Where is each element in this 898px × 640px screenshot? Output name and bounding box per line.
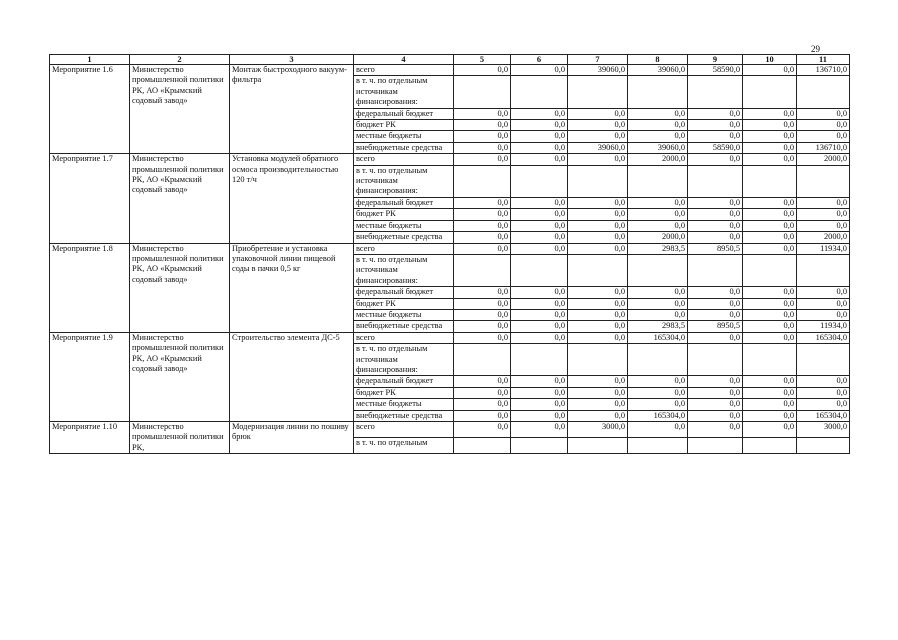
value-cell: 0,0 — [568, 376, 628, 387]
value-cell: 0,0 — [454, 120, 511, 131]
value-cell — [568, 165, 628, 197]
value-cell: 0,0 — [454, 220, 511, 231]
value-cell: 0,0 — [454, 298, 511, 309]
value-cell: 0,0 — [511, 298, 568, 309]
header-row — [50, 55, 850, 65]
value-cell — [743, 438, 797, 454]
funding-source-cell: федеральный бюджет — [354, 197, 454, 208]
value-cell — [797, 254, 850, 286]
value-cell — [568, 438, 628, 454]
value-cell: 0,0 — [797, 287, 850, 298]
funding-source-cell: в т. ч. по отдельным — [354, 438, 454, 454]
value-cell: 0,0 — [628, 422, 688, 438]
value-cell: 0,0 — [511, 321, 568, 332]
funding-source-cell: всего — [354, 154, 454, 165]
value-cell: 0,0 — [743, 142, 797, 153]
value-cell: 0,0 — [454, 243, 511, 254]
value-cell: 0,0 — [797, 108, 850, 119]
value-cell: 0,0 — [511, 120, 568, 131]
value-cell: 0,0 — [688, 332, 743, 343]
value-cell: 0,0 — [628, 220, 688, 231]
value-cell: 0,0 — [797, 131, 850, 142]
value-cell: 0,0 — [743, 321, 797, 332]
value-cell: 0,0 — [688, 309, 743, 320]
value-cell: 0,0 — [628, 399, 688, 410]
column-header: 11 — [797, 55, 850, 65]
value-cell: 0,0 — [511, 154, 568, 165]
value-cell: 0,0 — [454, 197, 511, 208]
value-cell: 0,0 — [568, 410, 628, 421]
value-cell: 0,0 — [743, 399, 797, 410]
value-cell: 0,0 — [743, 298, 797, 309]
value-cell: 0,0 — [628, 108, 688, 119]
value-cell: 0,0 — [688, 399, 743, 410]
value-cell: 0,0 — [568, 298, 628, 309]
value-cell: 0,0 — [743, 209, 797, 220]
value-cell: 39060,0 — [568, 142, 628, 153]
value-cell: 0,0 — [797, 376, 850, 387]
value-cell: 39060,0 — [568, 65, 628, 76]
value-cell: 0,0 — [743, 65, 797, 76]
value-cell: 0,0 — [568, 209, 628, 220]
value-cell — [511, 438, 568, 454]
value-cell — [688, 344, 743, 376]
funding-source-cell: внебюджетные средства — [354, 142, 454, 153]
event-cell: Мероприятие 1.10 — [50, 422, 130, 454]
column-header: 1 — [50, 55, 130, 65]
funding-source-cell: в т. ч. по отдельным источникам финансирования: — [354, 344, 454, 376]
value-cell: 0,0 — [797, 298, 850, 309]
value-cell: 136710,0 — [797, 65, 850, 76]
value-cell: 0,0 — [743, 108, 797, 119]
value-cell — [454, 438, 511, 454]
funding-source-cell: бюджет РК — [354, 120, 454, 131]
funding-source-cell: внебюджетные средства — [354, 410, 454, 421]
value-cell: 0,0 — [688, 108, 743, 119]
value-cell: 0,0 — [454, 131, 511, 142]
value-cell: 2983,5 — [628, 321, 688, 332]
value-cell — [743, 76, 797, 108]
column-header: 7 — [568, 55, 628, 65]
value-cell: 0,0 — [797, 220, 850, 231]
value-cell: 0,0 — [797, 120, 850, 131]
value-cell: 0,0 — [743, 120, 797, 131]
value-cell: 11934,0 — [797, 321, 850, 332]
value-cell: 0,0 — [568, 232, 628, 243]
description-cell: Установка модулей обратного осмоса производительностью 120 т/ч — [230, 154, 354, 243]
value-cell: 136710,0 — [797, 142, 850, 153]
value-cell: 0,0 — [688, 197, 743, 208]
value-cell: 0,0 — [454, 287, 511, 298]
value-cell: 0,0 — [511, 399, 568, 410]
funding-source-cell: бюджет РК — [354, 298, 454, 309]
value-cell: 2000,0 — [628, 232, 688, 243]
value-cell — [454, 76, 511, 108]
value-cell: 2000,0 — [628, 154, 688, 165]
value-cell — [568, 344, 628, 376]
event-cell: Мероприятие 1.6 — [50, 65, 130, 154]
event-cell: Мероприятие 1.8 — [50, 243, 130, 332]
value-cell: 0,0 — [628, 376, 688, 387]
funding-source-cell: бюджет РК — [354, 209, 454, 220]
value-cell — [797, 344, 850, 376]
value-cell — [454, 165, 511, 197]
value-cell: 0,0 — [688, 422, 743, 438]
value-cell: 0,0 — [511, 232, 568, 243]
executor-cell: Министерство промышленной политики РК, АО «Крымский содовый завод» — [130, 332, 230, 421]
value-cell — [628, 165, 688, 197]
column-header: 8 — [628, 55, 688, 65]
funding-source-cell: всего — [354, 243, 454, 254]
value-cell: 0,0 — [454, 410, 511, 421]
value-cell: 0,0 — [688, 287, 743, 298]
table-row — [50, 243, 850, 254]
value-cell — [628, 344, 688, 376]
value-cell: 0,0 — [511, 108, 568, 119]
description-cell: Строительство элемента ДС-5 — [230, 332, 354, 421]
value-cell: 39060,0 — [628, 142, 688, 153]
column-header: 10 — [743, 55, 797, 65]
value-cell — [628, 254, 688, 286]
value-cell: 0,0 — [454, 142, 511, 153]
value-cell: 0,0 — [568, 197, 628, 208]
value-cell: 58590,0 — [688, 142, 743, 153]
value-cell: 0,0 — [568, 120, 628, 131]
description-cell: Приобретение и установка упаковочной линии пищевой соды в пачки 0,5 кг — [230, 243, 354, 332]
value-cell: 0,0 — [454, 422, 511, 438]
table-row — [50, 154, 850, 165]
event-cell: Мероприятие 1.7 — [50, 154, 130, 243]
value-cell: 0,0 — [743, 309, 797, 320]
value-cell: 0,0 — [511, 410, 568, 421]
funding-source-cell: местные бюджеты — [354, 309, 454, 320]
executor-cell: Министерство промышленной политики РК, — [130, 422, 230, 454]
value-cell: 3000,0 — [568, 422, 628, 438]
value-cell: 0,0 — [511, 197, 568, 208]
value-cell: 0,0 — [454, 232, 511, 243]
value-cell: 0,0 — [454, 387, 511, 398]
value-cell — [797, 165, 850, 197]
column-header: 6 — [511, 55, 568, 65]
table-body — [50, 65, 850, 454]
value-cell: 0,0 — [688, 298, 743, 309]
value-cell: 0,0 — [743, 220, 797, 231]
value-cell: 0,0 — [628, 120, 688, 131]
budget-table — [49, 54, 850, 454]
value-cell: 2000,0 — [797, 232, 850, 243]
executor-cell: Министерство промышленной политики РК, АО «Крымский содовый завод» — [130, 243, 230, 332]
value-cell: 0,0 — [568, 399, 628, 410]
value-cell — [688, 76, 743, 108]
value-cell — [511, 254, 568, 286]
value-cell: 58590,0 — [688, 65, 743, 76]
value-cell: 0,0 — [628, 131, 688, 142]
value-cell — [743, 165, 797, 197]
table-row — [50, 65, 850, 76]
column-header: 9 — [688, 55, 743, 65]
value-cell — [568, 76, 628, 108]
value-cell: 8950,5 — [688, 243, 743, 254]
table-row — [50, 332, 850, 343]
value-cell — [511, 344, 568, 376]
value-cell: 0,0 — [797, 309, 850, 320]
value-cell: 0,0 — [511, 332, 568, 343]
value-cell: 11934,0 — [797, 243, 850, 254]
event-cell: Мероприятие 1.9 — [50, 332, 130, 421]
value-cell: 0,0 — [511, 65, 568, 76]
value-cell: 3000,0 — [797, 422, 850, 438]
description-cell: Модернизация линии по пошиву брюк — [230, 422, 354, 454]
value-cell: 0,0 — [568, 332, 628, 343]
value-cell — [797, 76, 850, 108]
table-row — [50, 422, 850, 438]
value-cell — [511, 76, 568, 108]
value-cell: 0,0 — [688, 387, 743, 398]
value-cell: 0,0 — [454, 65, 511, 76]
value-cell — [797, 438, 850, 454]
value-cell: 0,0 — [628, 197, 688, 208]
value-cell: 165304,0 — [797, 410, 850, 421]
value-cell: 0,0 — [568, 243, 628, 254]
value-cell: 0,0 — [511, 209, 568, 220]
funding-source-cell: местные бюджеты — [354, 399, 454, 410]
value-cell: 0,0 — [511, 131, 568, 142]
value-cell: 165304,0 — [797, 332, 850, 343]
value-cell: 0,0 — [797, 387, 850, 398]
value-cell: 0,0 — [628, 287, 688, 298]
executor-cell: Министерство промышленной политики РК, АО «Крымский содовый завод» — [130, 65, 230, 154]
value-cell: 2000,0 — [797, 154, 850, 165]
value-cell: 0,0 — [511, 142, 568, 153]
value-cell: 39060,0 — [628, 65, 688, 76]
value-cell: 0,0 — [511, 376, 568, 387]
value-cell: 0,0 — [454, 209, 511, 220]
value-cell — [568, 254, 628, 286]
funding-source-cell: всего — [354, 65, 454, 76]
value-cell: 0,0 — [568, 287, 628, 298]
value-cell: 0,0 — [511, 220, 568, 231]
value-cell — [743, 254, 797, 286]
value-cell — [454, 344, 511, 376]
value-cell: 0,0 — [454, 321, 511, 332]
value-cell: 0,0 — [743, 376, 797, 387]
value-cell: 0,0 — [568, 108, 628, 119]
value-cell: 0,0 — [568, 154, 628, 165]
value-cell: 0,0 — [743, 387, 797, 398]
value-cell: 0,0 — [688, 232, 743, 243]
value-cell — [743, 344, 797, 376]
funding-source-cell: федеральный бюджет — [354, 376, 454, 387]
value-cell: 2983,5 — [628, 243, 688, 254]
funding-source-cell: всего — [354, 422, 454, 438]
value-cell: 0,0 — [628, 387, 688, 398]
page-number: 29 — [811, 44, 820, 54]
value-cell: 0,0 — [568, 131, 628, 142]
value-cell: 0,0 — [454, 154, 511, 165]
value-cell: 0,0 — [743, 197, 797, 208]
description-cell: Монтаж быстроходного вакуум-фильтра — [230, 65, 354, 154]
value-cell: 0,0 — [454, 332, 511, 343]
value-cell: 0,0 — [688, 120, 743, 131]
value-cell: 0,0 — [454, 376, 511, 387]
value-cell: 0,0 — [688, 376, 743, 387]
value-cell — [688, 254, 743, 286]
value-cell — [511, 165, 568, 197]
funding-source-cell: в т. ч. по отдельным источникам финансирования: — [354, 76, 454, 108]
funding-source-cell: бюджет РК — [354, 387, 454, 398]
funding-source-cell: федеральный бюджет — [354, 108, 454, 119]
value-cell: 165304,0 — [628, 410, 688, 421]
value-cell: 0,0 — [688, 209, 743, 220]
value-cell: 0,0 — [743, 154, 797, 165]
value-cell: 0,0 — [568, 220, 628, 231]
column-header: 4 — [354, 55, 454, 65]
value-cell: 0,0 — [628, 209, 688, 220]
value-cell: 0,0 — [743, 131, 797, 142]
value-cell: 165304,0 — [628, 332, 688, 343]
value-cell — [454, 254, 511, 286]
value-cell: 0,0 — [797, 399, 850, 410]
executor-cell: Министерство промышленной политики РК, АО «Крымский содовый завод» — [130, 154, 230, 243]
value-cell: 0,0 — [454, 108, 511, 119]
funding-source-cell: в т. ч. по отдельным источникам финансирования: — [354, 165, 454, 197]
value-cell: 0,0 — [628, 298, 688, 309]
value-cell: 0,0 — [743, 332, 797, 343]
value-cell: 0,0 — [568, 321, 628, 332]
funding-source-cell: внебюджетные средства — [354, 321, 454, 332]
column-header: 3 — [230, 55, 354, 65]
funding-source-cell: внебюджетные средства — [354, 232, 454, 243]
value-cell — [688, 438, 743, 454]
value-cell: 8950,5 — [688, 321, 743, 332]
funding-source-cell: федеральный бюджет — [354, 287, 454, 298]
value-cell: 0,0 — [797, 197, 850, 208]
value-cell: 0,0 — [568, 387, 628, 398]
value-cell: 0,0 — [511, 422, 568, 438]
value-cell: 0,0 — [688, 154, 743, 165]
funding-source-cell: всего — [354, 332, 454, 343]
value-cell: 0,0 — [797, 209, 850, 220]
value-cell: 0,0 — [743, 232, 797, 243]
value-cell: 0,0 — [628, 309, 688, 320]
value-cell: 0,0 — [511, 287, 568, 298]
value-cell: 0,0 — [743, 410, 797, 421]
value-cell: 0,0 — [454, 399, 511, 410]
value-cell — [628, 76, 688, 108]
value-cell: 0,0 — [688, 131, 743, 142]
funding-source-cell: в т. ч. по отдельным источникам финансирования: — [354, 254, 454, 286]
value-cell: 0,0 — [743, 287, 797, 298]
column-header: 5 — [454, 55, 511, 65]
funding-source-cell: местные бюджеты — [354, 131, 454, 142]
value-cell: 0,0 — [511, 243, 568, 254]
value-cell: 0,0 — [688, 220, 743, 231]
value-cell: 0,0 — [511, 309, 568, 320]
value-cell: 0,0 — [568, 309, 628, 320]
value-cell: 0,0 — [743, 243, 797, 254]
funding-source-cell: местные бюджеты — [354, 220, 454, 231]
value-cell — [688, 165, 743, 197]
value-cell: 0,0 — [511, 387, 568, 398]
value-cell: 0,0 — [454, 309, 511, 320]
column-header: 2 — [130, 55, 230, 65]
value-cell: 0,0 — [688, 410, 743, 421]
value-cell — [628, 438, 688, 454]
value-cell: 0,0 — [743, 422, 797, 438]
